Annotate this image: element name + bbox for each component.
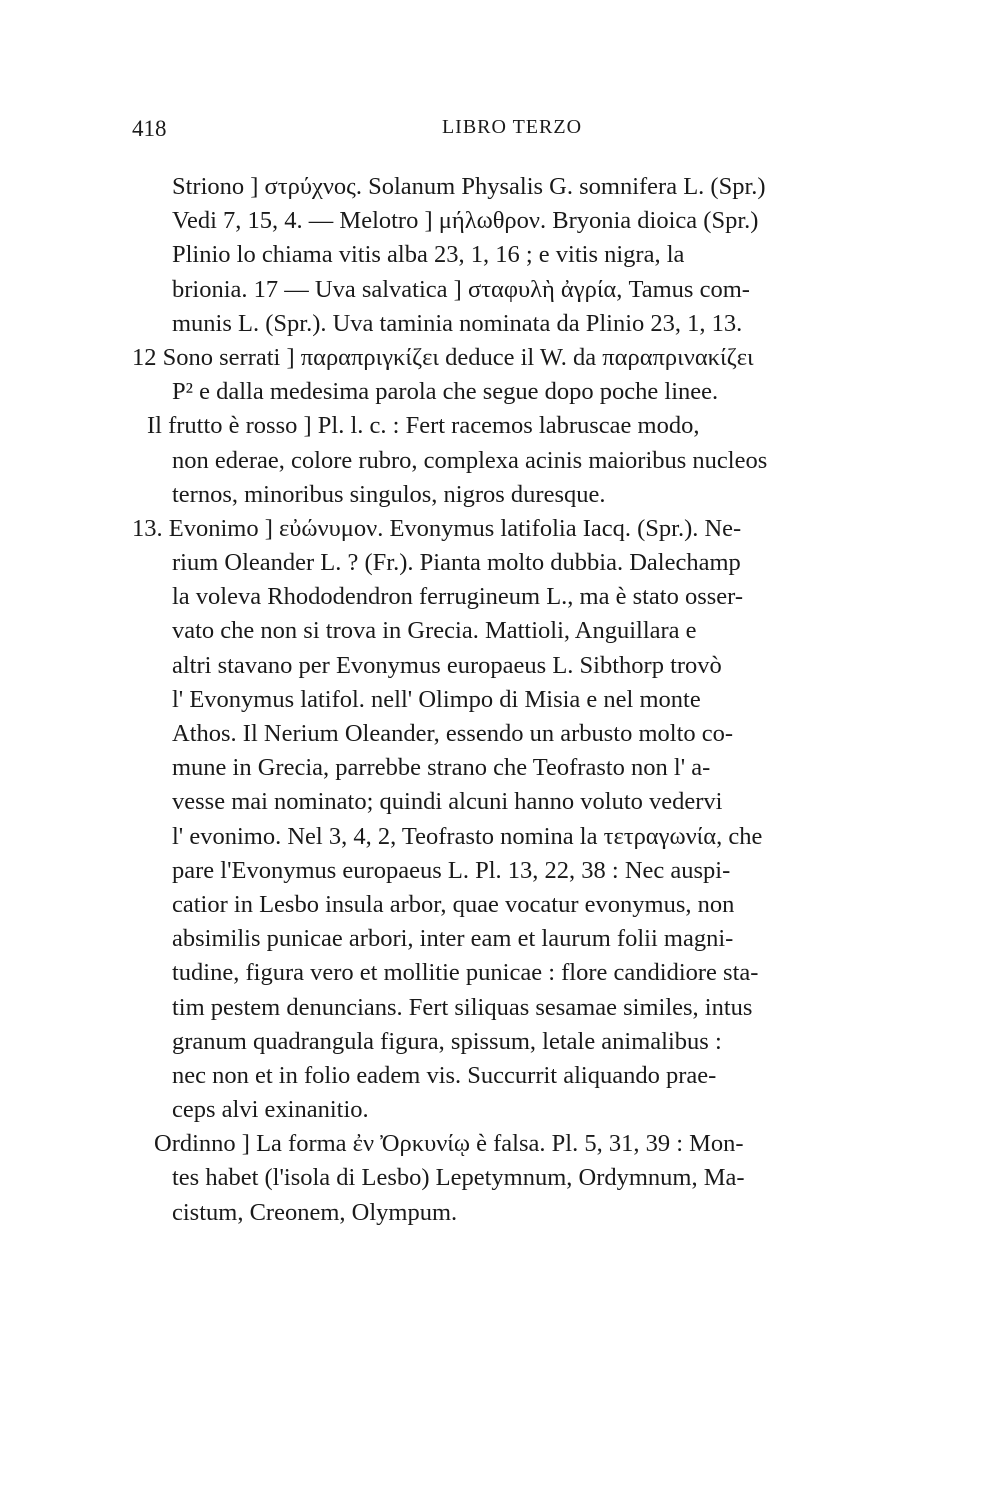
text-line: tudine, figura vero et mollitie punicae : flore candidiore sta- [172, 959, 759, 987]
text-line: altri stavano per Evonymus europaeus L. Sibthorp trovò [172, 651, 722, 679]
page-header [132, 116, 892, 146]
text-line: Ordinno ] La forma ἐν Ὀρκυνίῳ è falsa. Pl. 5, 31, 39 : Mon- [154, 1130, 744, 1158]
commentary-text [132, 170, 902, 1230]
text-line: ceps alvi exinanitio. [172, 1096, 369, 1124]
text-line: Plinio lo chiama vitis alba 23, 1, 16 ; e vitis nigra, la [172, 241, 685, 269]
text-line: l' Evonymus latifol. nell' Olimpo di Misia e nel monte [172, 685, 701, 713]
text-line: ternos, minoribus singulos, nigros duresque. [172, 480, 606, 508]
text-line: 13. Evonimo ] εὐώνυμον. Evonymus latifolia Iacq. (Spr.). Ne- [132, 514, 742, 542]
text-line: tes habet (l'isola di Lesbo) Lepetymnum, Ordymnum, Ma- [172, 1164, 745, 1192]
text-line: P² e dalla medesima parola che segue dopo poche linee. [172, 378, 719, 406]
text-line: non ederae, colore rubro, complexa acinis maioribus nucleos [172, 446, 768, 474]
running-title: LIBRO TERZO [441, 116, 583, 138]
text-line: mune in Grecia, parrebbe strano che Teofrasto non l' a- [172, 754, 711, 782]
text-line: rium Oleander L. ? (Fr.). Pianta molto dubbia. Dalechamp [172, 549, 741, 577]
text-line: munis L. (Spr.). Uva taminia nominata da Plinio 23, 1, 13. [172, 309, 743, 337]
text-line: vato che non si trova in Grecia. Mattioli, Anguillara e [172, 617, 697, 645]
text-line: Il frutto è rosso ] Pl. l. c. : Fert racemos labruscae modo, [147, 412, 700, 440]
text-line: Vedi 7, 15, 4. — Melotro ] μήλωθρον. Bryonia dioica (Spr.) [172, 207, 759, 235]
page-number: 418 [132, 116, 167, 141]
text-line: Athos. Il Nerium Oleander, essendo un arbusto molto co- [172, 720, 734, 747]
text-line: l' evonimo. Nel 3, 4, 2, Teofrasto nomina la τετραγωνία, che [172, 822, 763, 850]
text-line: tim pestem denuncians. Fert siliquas sesamae similes, intus [172, 993, 753, 1021]
text-line: nec non et in folio eadem vis. Succurrit aliquando prae- [172, 1061, 717, 1089]
text-line: la voleva Rhododendron ferrugineum L., ma è stato osser- [172, 583, 744, 611]
text-line: pare l'Evonymus europaeus L. Pl. 13, 22, 38 : Nec auspi- [172, 856, 731, 884]
text-line: absimilis punicae arbori, inter eam et laurum folii magni- [172, 925, 734, 953]
text-line: catior in Lesbo insula arbor, quae vocatur evonymus, non [172, 890, 735, 918]
text-line: 12 Sono serrati ] παραπριγκίζει deduce il W. da παραπρινακίζει [132, 343, 754, 371]
text-line: brionia. 17 — Uva salvatica ] σταφυλὴ ἀγρία, Tamus com- [172, 275, 750, 303]
text-line: Striono ] στρύχνος. Solanum Physalis G. somnifera L. (Spr.) [172, 173, 766, 200]
text-line: vesse mai nominato; quindi alcuni hanno voluto vedervi [172, 788, 723, 816]
text-line: granum quadrangula figura, spissum, letale animalibus : [172, 1027, 722, 1055]
text-line: cistum, Creonem, Olympum. [172, 1198, 458, 1226]
